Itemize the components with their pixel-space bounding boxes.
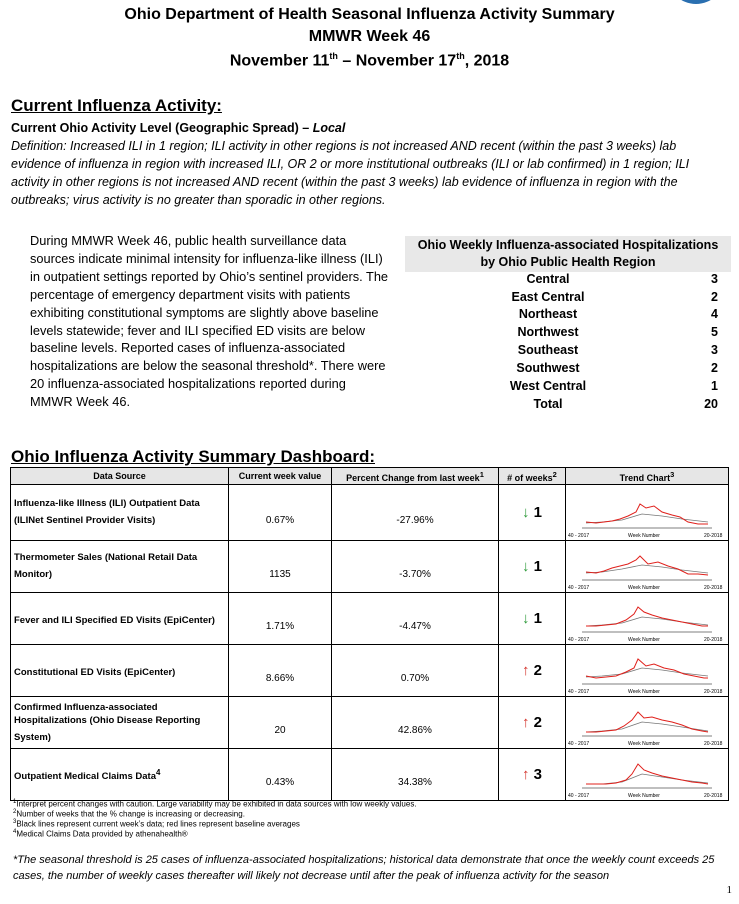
region-name: East Central bbox=[511, 290, 585, 304]
region-name: West Central bbox=[509, 379, 587, 393]
trend-axis-title: Week Number bbox=[628, 532, 660, 539]
col-data-source: Data Source bbox=[11, 468, 229, 485]
weeks-count: 2 bbox=[533, 662, 542, 679]
trend-axis-title: Week Number bbox=[628, 636, 660, 643]
footnote: $^3$Black lines represent current week’s data; red lines represent baseline averages bbox=[13, 819, 300, 829]
hospitalization-row bbox=[470, 379, 735, 397]
trend-current-line bbox=[586, 607, 708, 626]
region-count: 20 bbox=[704, 397, 718, 411]
report-date-range: November 11th – November 17th, 2018 bbox=[229, 51, 510, 70]
hospitalization-row bbox=[470, 272, 735, 290]
trend-sparkline bbox=[566, 594, 729, 644]
trend-axis-end: 20-2018 bbox=[704, 636, 723, 643]
percent-change-cell: 34.38% bbox=[332, 749, 499, 801]
trend-axis-end: 20-2018 bbox=[704, 792, 723, 799]
arrow-up-icon: ↑ bbox=[521, 662, 530, 679]
arrow-down-icon: ↓ bbox=[521, 504, 530, 521]
activity-definition: Definition: Increased ILI in 1 region; ILI activity in other regions is not increased AND recent (within the past 3 weeks) lab evidence of influenza in region with increased ILI, OR 2 or more institutional outbreaks (ILI or lab confirmed) in 1 region; ILI activity in other regions is not increased AND recent (within the past 3 weeks) lab evidence of influenza in region with the outbreaks; virus activity is no greater than sporadic in other regions. bbox=[11, 139, 690, 207]
trend-axis-start: 40 - 2017 bbox=[568, 636, 590, 643]
region-count: 1 bbox=[711, 379, 718, 393]
region-count: 3 bbox=[711, 343, 718, 357]
data-source-cell: Influenza-like Illness (ILI) Outpatient Data (ILINet Sentinel Provider Visits) bbox=[11, 485, 229, 541]
dashboard-row bbox=[11, 697, 729, 749]
trend-axis-start: 40 - 2017 bbox=[568, 688, 590, 695]
region-count: 5 bbox=[711, 325, 718, 339]
col-weeks: # of weeks$^2$ bbox=[499, 468, 566, 485]
trend-current-line bbox=[586, 504, 708, 524]
hospitalization-row bbox=[470, 307, 735, 325]
weeks-count: 1 bbox=[533, 610, 542, 627]
current-value-cell: 0.67% bbox=[229, 485, 332, 541]
weeks-cell bbox=[499, 697, 566, 749]
footnote: $^1$Interpret percent changes with caution. Large variability may be exhibited in data sources with low weekly values. bbox=[13, 799, 417, 809]
hospitalization-row bbox=[470, 290, 735, 308]
weeks-cell bbox=[499, 749, 566, 801]
trend-baseline-line bbox=[586, 668, 708, 677]
col-trend-chart: Trend Chart$^3$ bbox=[566, 468, 729, 485]
percent-change-cell: -4.47% bbox=[332, 593, 499, 645]
activity-level: Current Ohio Activity Level (Geographic Spread) – Local bbox=[11, 121, 346, 135]
col-current-value: Current week value bbox=[229, 468, 332, 485]
hospitalization-row bbox=[470, 343, 735, 361]
trend-baseline-line bbox=[586, 722, 708, 732]
current-value-cell: 8.66% bbox=[229, 645, 332, 697]
trend-axis-end: 20-2018 bbox=[704, 740, 723, 747]
trend-baseline-line bbox=[586, 774, 708, 784]
region-count: 4 bbox=[711, 307, 718, 321]
col-percent-change: Percent Change from last week$^1$ bbox=[332, 468, 499, 485]
hospitalizations-table-title: Ohio Weekly Influenza-associated Hospitalizations by Ohio Public Health Region bbox=[405, 236, 731, 272]
hospitalization-row bbox=[470, 325, 735, 343]
trend-axis-title: Week Number bbox=[628, 688, 660, 695]
region-name: Southeast bbox=[517, 343, 579, 357]
arrow-up-icon: ↑ bbox=[521, 714, 530, 731]
report-week: MMWR Week 46 bbox=[308, 28, 431, 45]
trend-axis-title: Week Number bbox=[628, 792, 660, 799]
region-count: 3 bbox=[711, 272, 718, 286]
trend-sparkline bbox=[566, 486, 729, 540]
trend-chart-cell bbox=[566, 541, 729, 593]
summary-paragraph: During MMWR Week 46, public health surveillance data sources indicate minimal intensity for influenza-like illness (ILI) in outpatient settings reported by Ohio’s sentinel providers. The percentage of emergency department visits with patients exhibiting constitutional symptoms are slightly above baseline levels statewide; fever and ILI specified ED visits are below baseline levels. Reported cases of influenza-associated hospitalizations are below the seasonal threshold*. There were 20 influenza-associated hospitalizations reported during MMWR Week 46. bbox=[30, 233, 389, 410]
dashboard-row bbox=[11, 593, 729, 645]
hospitalization-row bbox=[470, 397, 735, 415]
arrow-up-icon: ↑ bbox=[521, 766, 530, 783]
trend-axis-end: 20-2018 bbox=[704, 532, 723, 539]
report-title: Ohio Department of Health Seasonal Influenza Activity Summary bbox=[124, 6, 615, 23]
weeks-cell bbox=[499, 593, 566, 645]
dashboard-row bbox=[11, 645, 729, 697]
trend-axis-start: 40 - 2017 bbox=[568, 792, 590, 799]
percent-change-cell: -27.96% bbox=[332, 485, 499, 541]
dashboard-header-row bbox=[11, 468, 729, 485]
data-source-cell: Fever and ILI Specified ED Visits (EpiCenter) bbox=[11, 593, 229, 645]
trend-sparkline bbox=[566, 698, 729, 748]
page-number: 1 bbox=[726, 884, 732, 896]
trend-baseline-line bbox=[586, 565, 708, 573]
current-value-cell: 20 bbox=[229, 697, 332, 749]
hospitalization-row bbox=[470, 361, 735, 379]
region-count: 2 bbox=[711, 290, 718, 304]
trend-baseline-line bbox=[586, 617, 708, 626]
trend-chart-cell bbox=[566, 697, 729, 749]
arrow-down-icon: ↓ bbox=[521, 558, 530, 575]
trend-chart-cell bbox=[566, 749, 729, 801]
footnote: $^4$Medical Claims Data provided by athenahealth® bbox=[13, 829, 188, 839]
current-value-cell: 1.71% bbox=[229, 593, 332, 645]
percent-change-cell: 0.70% bbox=[332, 645, 499, 697]
weeks-count: 2 bbox=[533, 714, 542, 731]
weeks-cell bbox=[499, 541, 566, 593]
data-source-cell: Confirmed Influenza-associated Hospitalizations (Ohio Disease Reporting System) bbox=[11, 697, 229, 749]
dashboard-heading: Ohio Influenza Activity Summary Dashboard: bbox=[11, 447, 375, 466]
dashboard-table bbox=[10, 467, 729, 801]
data-source-cell: Outpatient Medical Claims Data$^4$ bbox=[11, 749, 229, 801]
trend-sparkline bbox=[566, 646, 729, 696]
current-value-cell: 1135 bbox=[229, 541, 332, 593]
activity-level-value: Local bbox=[312, 121, 346, 135]
trend-sparkline bbox=[566, 542, 729, 592]
region-count: 2 bbox=[711, 361, 718, 375]
data-source-cell: Thermometer Sales (National Retail Data Monitor) bbox=[11, 541, 229, 593]
trend-current-line bbox=[586, 712, 708, 732]
data-source-cell: Constitutional ED Visits (EpiCenter) bbox=[11, 645, 229, 697]
threshold-note: *The seasonal threshold is 25 cases of influenza-associated hospitalizations; historical data demonstrate that once the weekly count exceeds 25 cases, the number of weekly cases thereafter will likely not decrease until after the peak of influenza activity for the season bbox=[13, 854, 715, 882]
region-name: Northwest bbox=[517, 325, 579, 339]
arrow-down-icon: ↓ bbox=[521, 610, 530, 627]
region-name: Southwest bbox=[516, 361, 580, 375]
dashboard-row bbox=[11, 485, 729, 541]
region-name: Central bbox=[526, 272, 570, 286]
trend-axis-end: 20-2018 bbox=[704, 584, 723, 591]
footnote: $^2$Number of weeks that the % change is increasing or decreasing. bbox=[13, 809, 245, 819]
dashboard-row bbox=[11, 541, 729, 593]
trend-sparkline bbox=[566, 750, 729, 800]
trend-axis-title: Week Number bbox=[628, 584, 660, 591]
current-activity-heading: Current Influenza Activity: bbox=[11, 96, 222, 115]
trend-axis-start: 40 - 2017 bbox=[568, 740, 590, 747]
percent-change-cell: -3.70% bbox=[332, 541, 499, 593]
weeks-count: 3 bbox=[533, 766, 542, 783]
region-name: Northeast bbox=[518, 307, 578, 321]
trend-axis-end: 20-2018 bbox=[704, 688, 723, 695]
weeks-cell bbox=[499, 645, 566, 697]
region-name: Total bbox=[533, 397, 563, 411]
weeks-count: 1 bbox=[533, 504, 542, 521]
weeks-cell bbox=[499, 485, 566, 541]
trend-chart-cell bbox=[566, 593, 729, 645]
current-value-cell: 0.43% bbox=[229, 749, 332, 801]
trend-axis-start: 40 - 2017 bbox=[568, 584, 590, 591]
weeks-count: 1 bbox=[533, 558, 542, 575]
trend-axis-title: Week Number bbox=[628, 740, 660, 747]
ohio-department-of-health-logo bbox=[667, 0, 725, 4]
dashboard-row bbox=[11, 749, 729, 801]
trend-chart-cell bbox=[566, 645, 729, 697]
percent-change-cell: 42.86% bbox=[332, 697, 499, 749]
trend-chart-cell bbox=[566, 485, 729, 541]
trend-axis-start: 40 - 2017 bbox=[568, 532, 590, 539]
